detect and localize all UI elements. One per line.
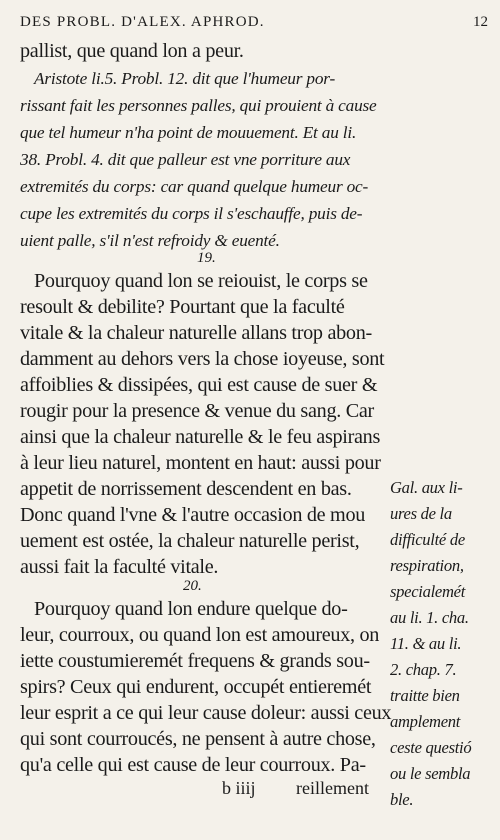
margin-note-line: respiration, bbox=[390, 556, 464, 575]
paragraph-line: iette coustumieremét frequens & grands sou- bbox=[20, 650, 370, 672]
paragraph-line: rougir pour la presence & venue du sang. Car bbox=[20, 400, 374, 422]
margin-note-line: traitte bien bbox=[390, 686, 460, 705]
paragraph-line: resoult & debilite? Pourtant que la faculté bbox=[20, 296, 345, 318]
running-head bbox=[20, 14, 488, 31]
paragraph-line: ainsi que la chaleur naturelle & le feu aspirans bbox=[20, 426, 381, 448]
margin-note-line: ou le sembla bbox=[390, 764, 471, 783]
commentary-line: Aristote li.5. Probl. 12. dit que l'humeur por- bbox=[34, 69, 335, 88]
commentary-line: que tel humeur n'ha point de mouuement. Et au li. bbox=[20, 123, 357, 142]
margin-note-line: difficulté de bbox=[390, 530, 465, 549]
paragraph-line: vitale & la chaleur naturelle allans trop abon- bbox=[20, 322, 372, 344]
commentary-line: uient palle, s'il n'est refroidy & euenté. bbox=[20, 231, 280, 250]
section-number: 20. bbox=[183, 578, 202, 594]
paragraph-line: Pourquoy quand lon se reiouist, le corps se bbox=[34, 270, 368, 292]
opening-line: pallist, que quand lon a peur. bbox=[20, 40, 244, 62]
paragraph-line: Pourquoy quand lon endure quelque do- bbox=[34, 598, 348, 620]
margin-note-line: 11. & au li. bbox=[390, 634, 462, 653]
paragraph-line: appetit de norrissement descendent en bas. bbox=[20, 478, 352, 500]
running-head-title: DES PROBL. D'ALEX. APHROD. bbox=[20, 14, 265, 30]
signature-mark: b iiij bbox=[222, 778, 256, 798]
paragraph-line: affoiblies & dissipées, qui est cause de suer & bbox=[20, 374, 378, 396]
paragraph-line: damment au dehors vers la chose ioyeuse, sont bbox=[20, 348, 385, 370]
margin-note-line: Gal. aux li- bbox=[390, 478, 463, 497]
paragraph-line: à leur lieu naturel, montent en haut: aussi pour bbox=[20, 452, 381, 474]
margin-note-line: ures de la bbox=[390, 504, 452, 523]
catchword: reillement bbox=[296, 778, 369, 798]
margin-note-line: au li. 1. cha. bbox=[390, 608, 469, 627]
margin-note-line: ceste questió bbox=[390, 738, 472, 757]
paragraph-line: spirs? Ceux qui endurent, occupét entieremét bbox=[20, 676, 372, 698]
page-number: 12 bbox=[473, 14, 488, 30]
commentary-line: 38. Probl. 4. dit que palleur est vne porriture aux bbox=[20, 150, 351, 169]
paragraph-line: leur esprit a ce qui leur cause doleur: aussi ceux bbox=[20, 702, 392, 724]
paragraph-line: Donc quand l'vne & l'autre occasion de mou bbox=[20, 504, 366, 526]
section-number: 19. bbox=[197, 250, 216, 266]
margin-note-line: specialemét bbox=[390, 582, 466, 601]
paragraph-line: qu'a celle qui est cause de leur courroux. Pa- bbox=[20, 754, 366, 776]
paragraph-line: qui sont courroucés, ne pensent à autre chose, bbox=[20, 728, 376, 750]
paragraph-line: leur, courroux, ou quand lon est amoureux, on bbox=[20, 624, 380, 646]
commentary-line: cupe les extremités du corps il s'eschauffe, puis de- bbox=[20, 204, 363, 223]
commentary-line: rissant fait les personnes palles, qui prouient à cause bbox=[20, 96, 377, 115]
margin-note-line: amplement bbox=[390, 712, 461, 731]
paragraph-line: aussi fait la faculté vitale. bbox=[20, 556, 219, 578]
commentary-line: extremités du corps: car quand quelque humeur oc- bbox=[20, 177, 369, 196]
margin-note-line: ble. bbox=[390, 790, 414, 809]
paragraph-line: uement est ostée, la chaleur naturelle perist, bbox=[20, 530, 360, 552]
margin-note-line: 2. chap. 7. bbox=[390, 660, 457, 679]
